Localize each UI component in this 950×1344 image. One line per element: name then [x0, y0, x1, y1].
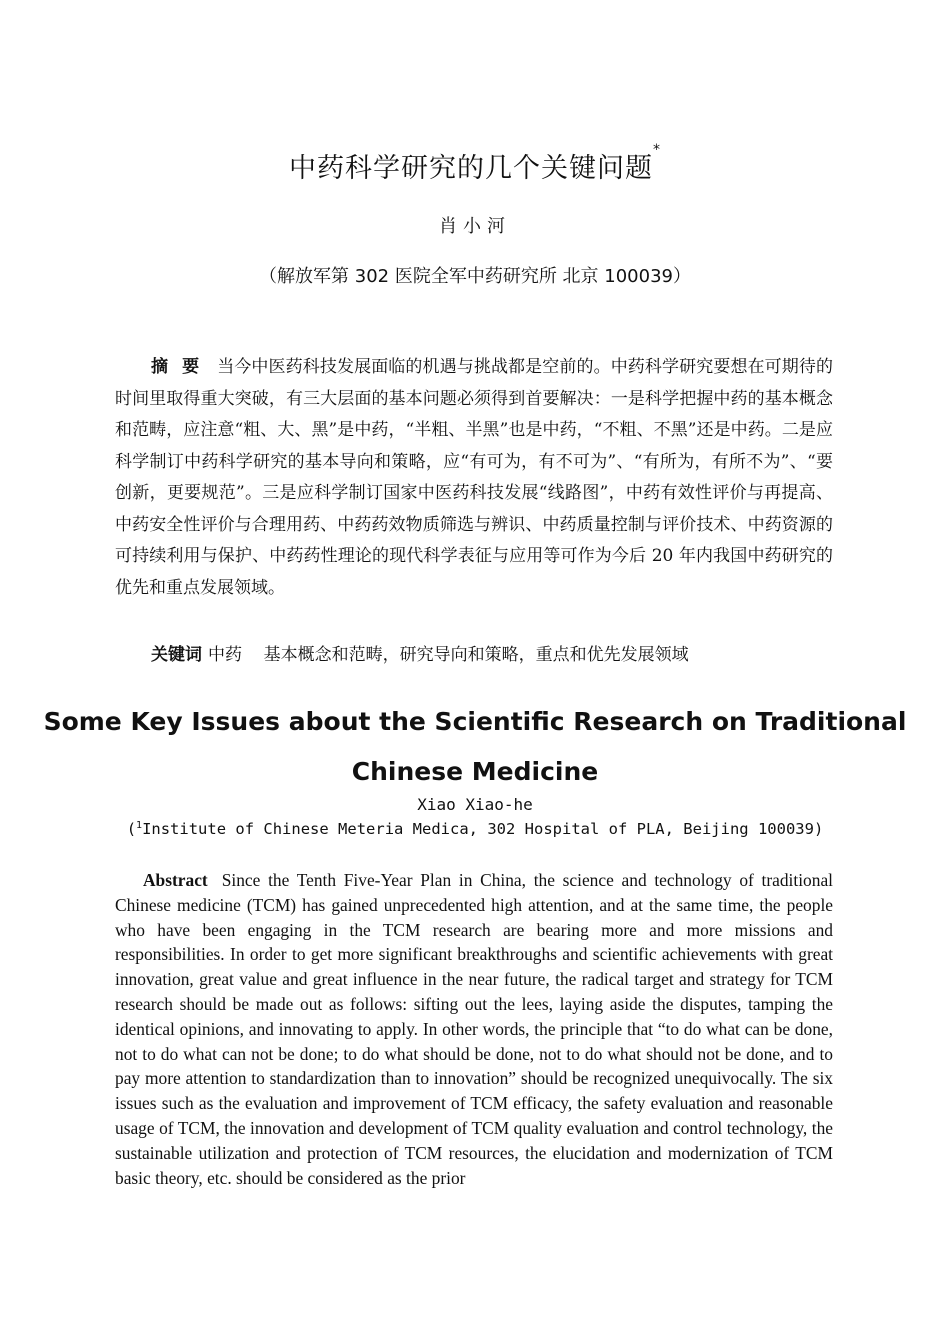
chinese-abstract [115, 352, 833, 604]
chinese-affiliation: （解放军第 302 医院全军中药研究所 北京 100039） [259, 266, 691, 287]
title-footnote-mark: * [653, 142, 661, 158]
chinese-keywords [115, 640, 833, 671]
english-author: Xiao Xiao-he [417, 795, 533, 814]
english-affiliation-text: Institute of Chinese Meteria Medica, 302 Hospital of PLA, Beijing 100039) [142, 820, 824, 839]
english-affiliation [0, 820, 950, 838]
chinese-keywords-text: 中药 基本概念和范畴，研究导向和策略，重点和优先发展领域 [208, 645, 689, 665]
affiliation-mark: 1 [136, 820, 143, 831]
english-title: Some Key Issues about the Scientific Research on Traditional Chinese Medicine [43, 707, 907, 786]
chinese-abstract-text: 当今中医药科技发展面临的机遇与挑战都是空前的。中药科学研究要想在可期待的时间里取得重大突破，有三大层面的基本问题必须得到首要解决：一是科学把握中药的基本概念和范畴，应注意“粗、大、黑”是中药，“半粗、半黑”也是中药，“不粗、不黑”还是中药。二是应科学制订中药科学研究的基本导向和策略，应“有可为，有不可为”、“有所为，有所不为”、“要创新，更要规范”。三是应科学制订国家中医药科技发展“线路图”，中药有效性评价与再提高、中药安全性评价与合理用药、中药药效物质筛选与辨识、中药质量控制与评价技术、中药资源的可持续利用与保护、中药药性理论的现代科学表征与应用等可作为今后 20 年内我国中药研究的优先和重点发展领域。 [115, 357, 834, 598]
chinese-keywords-label: 关键词 [151, 645, 202, 665]
chinese-title [0, 142, 950, 185]
affiliation-open-paren: ( [126, 820, 137, 839]
chinese-abstract-label: 摘要 [151, 357, 214, 377]
chinese-title-text: 中药科学研究的几个关键问题 [289, 153, 653, 184]
chinese-author: 肖小河 [439, 216, 511, 237]
english-abstract-label: Abstract [143, 870, 208, 890]
english-abstract [115, 868, 833, 1190]
english-abstract-text: Since the Tenth Five-Year Plan in China, the science and technology of traditional Chinese medicine (TCM) has gained unprecedented high attention, and at the same time, the people who have been engaging in the TCM research are bearing more and more missions and responsibilities. In order to get more significant breakthroughs and scientific achievements with great innovation, great value and great influence in the near future, the radical target and strategy for TCM research should be made out as follows: sifting out the lees, laying aside the disputes, tamping the identical opinions, and innovating to apply. In other words, the principle that “to do what can be done, not to do what can not be done; to do what should be done, not to do what should not be done, and to pay more attention to standardization than to innovation” should be recognized unequivocally. The six issues such as the evaluation and improvement of TCM efficacy, the safety evaluation and reasonable usage of TCM, the innovation and development of TCM quality evaluation and control technology, the sustainable utilization and protection of TCM resources, the elucidation and modernization of TCM basic theory, etc. should be considered as the prior [115, 870, 833, 1188]
